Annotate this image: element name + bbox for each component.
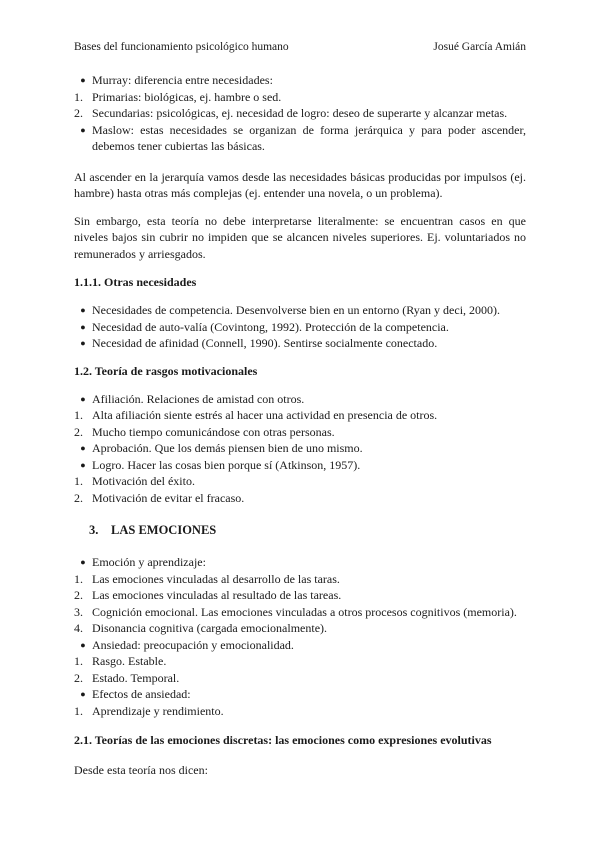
list-item-text: Mucho tiempo comunicándose con otras personas. bbox=[92, 424, 335, 439]
list-item-text: Motivación del éxito. bbox=[92, 474, 195, 489]
list-item bbox=[74, 335, 526, 352]
list-marker: ● bbox=[80, 124, 86, 135]
list-item-text: Disonancia cognitiva (cargada emocionalmente). bbox=[92, 621, 328, 636]
list-item bbox=[74, 604, 526, 621]
list-item-text: Ansiedad: preocupación y emocionalidad. bbox=[92, 637, 294, 652]
list-item bbox=[74, 89, 526, 106]
list-marker: ● bbox=[80, 459, 86, 470]
list-item bbox=[74, 105, 526, 122]
list-other-needs bbox=[74, 302, 526, 352]
list-marker: 2. bbox=[74, 670, 83, 685]
list-marker: 1. bbox=[74, 703, 83, 718]
list-marker: 4. bbox=[74, 621, 83, 636]
list-marker: 1. bbox=[74, 571, 83, 586]
list-item bbox=[74, 554, 526, 571]
list-motivational-traits bbox=[74, 391, 526, 507]
header-author: Josué García Amián bbox=[433, 41, 526, 53]
list-item bbox=[74, 391, 526, 408]
list-item bbox=[74, 703, 526, 720]
list-marker: ● bbox=[80, 338, 86, 349]
list-item-text: Primarias: biológicas, ej. hambre o sed. bbox=[92, 89, 282, 104]
list-item-text: Aprobación. Que los demás piensen bien de uno mismo. bbox=[92, 441, 363, 456]
paragraph: Al ascender en la jerarquía vamos desde las necesidades básicas producidas por impulsos (ej. hambre) hasta otras más complejas (ej. entender una novela, o un problema). bbox=[74, 169, 526, 201]
list-item bbox=[74, 407, 526, 424]
list-item bbox=[74, 302, 526, 319]
header-course-title: Bases del funcionamiento psicológico humano bbox=[74, 41, 289, 53]
list-marker: ● bbox=[80, 75, 86, 85]
page-header bbox=[74, 41, 526, 53]
list-item-text: Emoción y aprendizaje: bbox=[92, 555, 206, 570]
list-item-text: Aprendizaje y rendimiento. bbox=[92, 703, 224, 718]
list-item-text: Murray: diferencia entre necesidades: bbox=[92, 73, 273, 87]
list-marker: 1. bbox=[74, 89, 83, 104]
list-marker: 1. bbox=[74, 654, 83, 669]
list-marker: 3. bbox=[74, 604, 83, 619]
chapter-heading-3 bbox=[74, 522, 526, 538]
list-item-text: Necesidad de afinidad (Connell, 1990). Sentirse socialmente conectado. bbox=[92, 336, 438, 351]
list-marker: ● bbox=[80, 557, 86, 568]
list-item-text: Necesidad de auto-valía (Covintong, 1992). Protección de la competencia. bbox=[92, 319, 449, 334]
list-item-text: Maslow: estas necesidades se organizan de forma jerárquica y para poder ascender, debemos tener cubiertas las básicas. bbox=[92, 122, 526, 153]
list-item-text: Efectos de ansiedad: bbox=[92, 687, 191, 702]
list-marker: ● bbox=[80, 639, 86, 650]
paragraph: Desde esta teoría nos dicen: bbox=[74, 763, 208, 778]
list-marker: ● bbox=[80, 393, 86, 404]
list-item bbox=[74, 122, 526, 155]
list-marker: 2. bbox=[74, 106, 83, 120]
list-item-text: Secundarias: psicológicas, ej. necesidad de logro: deseo de superarte y alcanzar metas. bbox=[92, 106, 508, 120]
list-item-text: Alta afiliación siente estrés al hacer una actividad en presencia de otros. bbox=[92, 408, 438, 423]
list-item bbox=[74, 473, 526, 490]
section-heading-1-1-1: 1.1.1. Otras necesidades bbox=[74, 275, 197, 290]
list-needs bbox=[74, 72, 526, 155]
section-heading-2-1: 2.1. Teorías de las emociones discretas: las emociones como expresiones evolutivas bbox=[74, 733, 492, 748]
list-marker: ● bbox=[80, 443, 86, 454]
list-item bbox=[74, 620, 526, 637]
list-item bbox=[74, 440, 526, 457]
list-item bbox=[74, 637, 526, 654]
page-content bbox=[74, 72, 526, 779]
list-item bbox=[74, 457, 526, 474]
list-item-text: Las emociones vinculadas al desarrollo de las taras. bbox=[92, 571, 340, 586]
list-marker: ● bbox=[80, 689, 86, 700]
list-item bbox=[74, 424, 526, 441]
list-item bbox=[74, 571, 526, 588]
list-item bbox=[74, 587, 526, 604]
list-item bbox=[74, 72, 526, 89]
list-emotions bbox=[74, 554, 526, 719]
list-marker: 2. bbox=[74, 588, 83, 603]
list-item-text: Necesidades de competencia. Desenvolverse bien en un entorno (Ryan y deci, 2000). bbox=[92, 303, 501, 318]
list-item-text: Las emociones vinculadas al resultado de las tareas. bbox=[92, 588, 342, 603]
list-item-text: Afiliación. Relaciones de amistad con otros. bbox=[92, 391, 305, 406]
list-item-text: Motivación de evitar el fracaso. bbox=[92, 490, 245, 505]
paragraph: Sin embargo, esta teoría no debe interpretarse literalmente: se encuentran casos en que niveles bajos sin cubrir no impiden que se alcancen niveles superiores. Ej. voluntariados no remunerados y arriesgados. bbox=[74, 213, 526, 261]
list-item-text: Logro. Hacer las cosas bien porque sí (Atkinson, 1957). bbox=[92, 457, 361, 472]
list-item bbox=[74, 686, 526, 703]
chapter-title: LAS EMOCIONES bbox=[111, 523, 217, 538]
list-item bbox=[74, 670, 526, 687]
list-marker: ● bbox=[80, 305, 86, 316]
list-item bbox=[74, 653, 526, 670]
list-marker: 2. bbox=[74, 424, 83, 439]
list-item-text: Estado. Temporal. bbox=[92, 670, 180, 685]
list-item-text: Rasgo. Estable. bbox=[92, 654, 167, 669]
list-item bbox=[74, 319, 526, 336]
list-item bbox=[74, 490, 526, 507]
chapter-number: 3. bbox=[89, 523, 99, 538]
list-marker: 2. bbox=[74, 490, 83, 505]
list-item-text: Cognición emocional. Las emociones vinculadas a otros procesos cognitivos (memoria). bbox=[92, 604, 517, 619]
section-heading-1-2: 1.2. Teoría de rasgos motivacionales bbox=[74, 363, 258, 378]
list-marker: 1. bbox=[74, 408, 83, 423]
list-marker: 1. bbox=[74, 474, 83, 489]
list-marker: ● bbox=[80, 321, 86, 332]
